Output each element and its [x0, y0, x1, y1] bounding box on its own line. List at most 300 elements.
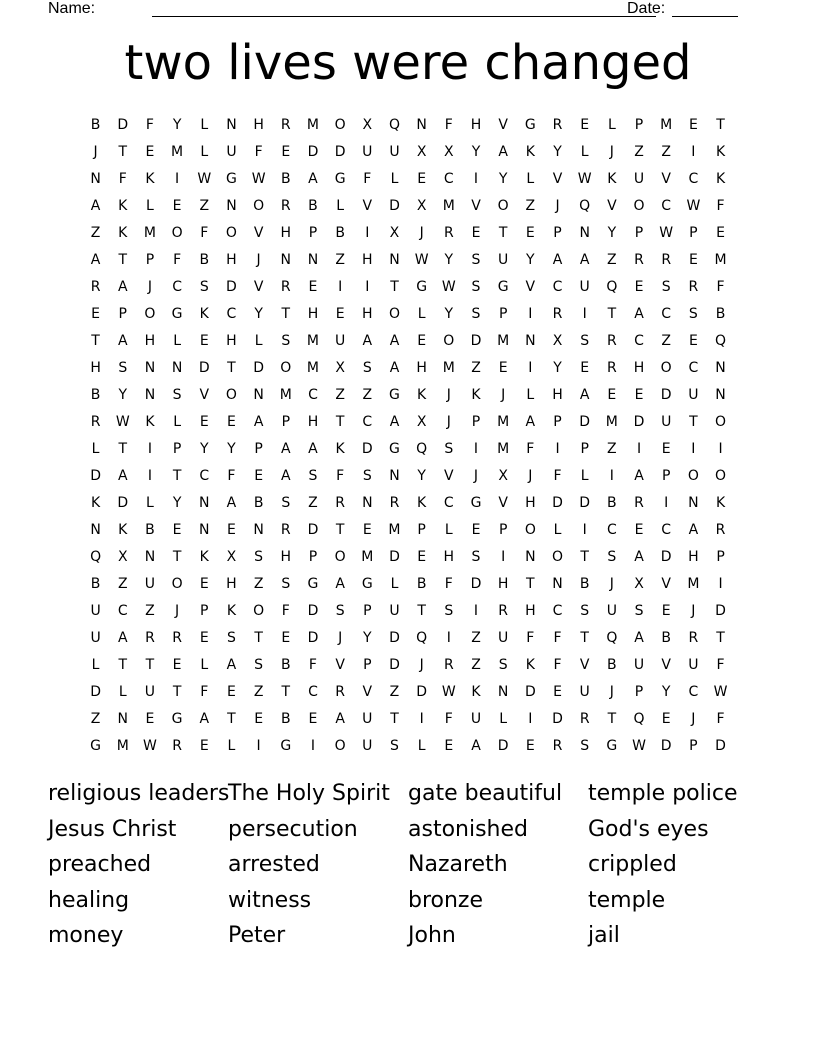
grid-letter[interactable]: C: [634, 333, 644, 349]
grid-letter[interactable]: S: [390, 738, 399, 754]
grid-letter[interactable]: E: [362, 522, 372, 538]
grid-letter[interactable]: D: [660, 738, 672, 754]
grid-letter[interactable]: Y: [227, 441, 236, 457]
grid-letter[interactable]: T: [254, 630, 263, 646]
grid-letter[interactable]: W: [251, 171, 266, 187]
grid-letter[interactable]: K: [199, 306, 209, 322]
grid-letter[interactable]: E: [172, 657, 182, 673]
grid-letter[interactable]: G: [171, 306, 183, 322]
grid-letter[interactable]: T: [716, 117, 725, 133]
grid-letter[interactable]: T: [91, 333, 100, 349]
grid-letter[interactable]: T: [172, 684, 182, 700]
grid-letter[interactable]: U: [226, 144, 237, 160]
grid-letter[interactable]: N: [199, 495, 210, 511]
grid-letter[interactable]: F: [173, 252, 182, 268]
grid-letter[interactable]: P: [200, 603, 209, 619]
grid-letter[interactable]: R: [335, 684, 345, 700]
grid-letter[interactable]: C: [688, 171, 699, 187]
grid-letter[interactable]: L: [336, 198, 345, 214]
grid-letter[interactable]: R: [606, 333, 617, 349]
date-field-line[interactable]: [672, 16, 738, 17]
grid-letter[interactable]: B: [145, 522, 155, 538]
grid-letter[interactable]: P: [634, 684, 644, 700]
grid-letter[interactable]: Y: [172, 117, 182, 133]
grid-letter[interactable]: E: [335, 306, 345, 322]
grid-letter[interactable]: L: [254, 333, 263, 349]
grid-letter[interactable]: Y: [118, 387, 128, 403]
grid-letter[interactable]: P: [363, 657, 372, 673]
grid-letter[interactable]: J: [555, 198, 560, 214]
grid-letter[interactable]: K: [525, 144, 535, 160]
grid-letter[interactable]: U: [144, 684, 156, 700]
grid-letter[interactable]: A: [498, 144, 508, 160]
grid-letter[interactable]: E: [661, 603, 671, 619]
grid-letter[interactable]: V: [362, 198, 373, 214]
grid-letter[interactable]: F: [118, 171, 127, 187]
grid-letter[interactable]: K: [525, 657, 535, 673]
grid-letter[interactable]: D: [660, 387, 672, 403]
grid-letter[interactable]: L: [227, 738, 236, 754]
grid-letter[interactable]: L: [91, 657, 100, 673]
grid-letter[interactable]: K: [715, 171, 726, 187]
grid-letter[interactable]: C: [661, 198, 672, 214]
grid-letter[interactable]: M: [171, 144, 184, 160]
grid-letter[interactable]: Y: [254, 306, 263, 322]
grid-letter[interactable]: O: [687, 468, 699, 484]
grid-letter[interactable]: P: [254, 441, 263, 457]
grid-letter[interactable]: M: [361, 549, 374, 565]
grid-letter[interactable]: A: [308, 441, 318, 457]
grid-letter[interactable]: A: [335, 711, 345, 727]
grid-letter[interactable]: M: [497, 414, 510, 430]
grid-letter[interactable]: G: [416, 279, 428, 295]
grid-letter[interactable]: C: [172, 279, 182, 295]
grid-letter[interactable]: B: [253, 495, 264, 511]
grid-letter[interactable]: B: [579, 576, 590, 592]
grid-letter[interactable]: X: [498, 468, 508, 484]
grid-letter[interactable]: E: [634, 387, 644, 403]
grid-letter[interactable]: P: [689, 738, 698, 754]
grid-letter[interactable]: V: [362, 684, 373, 700]
grid-letter[interactable]: A: [90, 198, 101, 214]
grid-letter[interactable]: X: [362, 117, 373, 133]
grid-letter[interactable]: J: [501, 387, 506, 403]
grid-letter[interactable]: P: [661, 468, 671, 484]
grid-letter[interactable]: Z: [607, 252, 617, 268]
grid-letter[interactable]: P: [281, 414, 291, 430]
grid-letter[interactable]: S: [580, 738, 590, 754]
grid-letter[interactable]: O: [715, 468, 727, 484]
grid-letter[interactable]: Z: [661, 333, 671, 349]
grid-letter[interactable]: N: [389, 468, 400, 484]
grid-letter[interactable]: D: [361, 441, 373, 457]
grid-letter[interactable]: H: [226, 333, 237, 349]
grid-letter[interactable]: N: [253, 522, 264, 538]
grid-letter[interactable]: R: [688, 630, 699, 646]
grid-letter[interactable]: N: [226, 198, 237, 214]
grid-letter[interactable]: D: [90, 684, 101, 700]
grid-letter[interactable]: E: [471, 225, 481, 241]
grid-letter[interactable]: A: [117, 468, 128, 484]
grid-letter[interactable]: Y: [444, 306, 454, 322]
grid-letter[interactable]: G: [334, 171, 346, 187]
grid-letter[interactable]: Y: [417, 468, 426, 484]
grid-letter[interactable]: Q: [606, 630, 618, 646]
grid-letter[interactable]: I: [718, 441, 723, 457]
grid-letter[interactable]: N: [90, 522, 101, 538]
grid-letter[interactable]: G: [307, 576, 319, 592]
grid-letter[interactable]: E: [417, 333, 427, 349]
grid-letter[interactable]: W: [115, 414, 130, 430]
grid-letter[interactable]: G: [524, 117, 536, 133]
grid-letter[interactable]: F: [716, 657, 725, 673]
grid-letter[interactable]: A: [471, 738, 481, 754]
grid-letter[interactable]: W: [143, 738, 157, 754]
grid-letter[interactable]: K: [471, 684, 481, 700]
grid-letter[interactable]: Z: [199, 198, 210, 214]
grid-letter[interactable]: P: [308, 549, 318, 565]
grid-letter[interactable]: E: [308, 279, 318, 295]
grid-letter[interactable]: D: [307, 522, 319, 538]
grid-letter[interactable]: S: [471, 549, 481, 565]
grid-letter[interactable]: E: [417, 549, 427, 565]
grid-letter[interactable]: P: [634, 117, 644, 133]
grid-letter[interactable]: M: [442, 198, 455, 214]
grid-letter[interactable]: E: [634, 522, 644, 538]
grid-letter[interactable]: X: [226, 549, 237, 565]
grid-letter[interactable]: R: [498, 603, 509, 619]
grid-letter[interactable]: H: [226, 576, 237, 592]
grid-letter[interactable]: G: [171, 711, 183, 727]
grid-letter[interactable]: Y: [553, 144, 562, 160]
grid-letter[interactable]: D: [715, 738, 726, 754]
grid-letter[interactable]: T: [281, 684, 291, 700]
grid-letter[interactable]: M: [388, 522, 401, 538]
grid-letter[interactable]: C: [443, 171, 454, 187]
grid-letter[interactable]: J: [691, 711, 696, 727]
grid-letter[interactable]: O: [388, 306, 400, 322]
grid-letter[interactable]: R: [280, 522, 291, 538]
grid-letter[interactable]: D: [253, 360, 264, 376]
grid-letter[interactable]: H: [280, 549, 292, 565]
grid-letter[interactable]: Q: [416, 441, 428, 457]
grid-letter[interactable]: S: [471, 279, 481, 295]
grid-letter[interactable]: Q: [90, 549, 102, 565]
grid-letter[interactable]: Y: [471, 144, 481, 160]
grid-letter[interactable]: L: [417, 738, 426, 754]
grid-letter[interactable]: F: [444, 576, 453, 592]
grid-letter[interactable]: T: [118, 144, 128, 160]
grid-letter[interactable]: A: [579, 387, 590, 403]
grid-letter[interactable]: Q: [416, 630, 428, 646]
grid-letter[interactable]: B: [280, 657, 291, 673]
grid-letter[interactable]: U: [688, 657, 699, 673]
grid-letter[interactable]: A: [634, 630, 644, 646]
grid-letter[interactable]: O: [171, 225, 183, 241]
grid-letter[interactable]: E: [580, 117, 590, 133]
grid-letter[interactable]: M: [605, 414, 618, 430]
grid-letter[interactable]: I: [691, 441, 696, 457]
grid-letter[interactable]: O: [280, 360, 292, 376]
grid-letter[interactable]: L: [526, 171, 535, 187]
grid-letter[interactable]: H: [443, 549, 455, 565]
grid-letter[interactable]: T: [281, 306, 291, 322]
grid-letter[interactable]: A: [226, 495, 237, 511]
grid-letter[interactable]: H: [280, 225, 292, 241]
grid-letter[interactable]: N: [497, 684, 509, 700]
grid-letter[interactable]: B: [90, 387, 101, 403]
grid-letter[interactable]: B: [416, 576, 427, 592]
grid-letter[interactable]: D: [307, 630, 319, 646]
grid-letter[interactable]: I: [338, 279, 343, 295]
grid-letter[interactable]: J: [419, 225, 424, 241]
grid-letter[interactable]: S: [498, 657, 508, 673]
grid-letter[interactable]: P: [145, 252, 155, 268]
grid-letter[interactable]: H: [362, 306, 373, 322]
grid-letter[interactable]: I: [419, 711, 424, 727]
grid-letter[interactable]: B: [280, 171, 291, 187]
grid-letter[interactable]: Z: [471, 657, 481, 673]
grid-letter[interactable]: N: [715, 387, 726, 403]
grid-letter[interactable]: D: [389, 549, 400, 565]
grid-letter[interactable]: R: [280, 279, 291, 295]
grid-letter[interactable]: C: [552, 279, 563, 295]
grid-letter[interactable]: H: [90, 360, 101, 376]
grid-letter[interactable]: V: [444, 468, 454, 484]
grid-letter[interactable]: O: [551, 549, 564, 565]
grid-letter[interactable]: B: [715, 306, 726, 322]
grid-letter[interactable]: Q: [715, 333, 727, 349]
grid-letter[interactable]: R: [688, 279, 699, 295]
grid-letter[interactable]: U: [389, 144, 400, 160]
grid-letter[interactable]: A: [281, 441, 291, 457]
grid-letter[interactable]: L: [444, 522, 453, 538]
grid-letter[interactable]: K: [90, 495, 101, 511]
grid-letter[interactable]: T: [689, 414, 698, 430]
grid-letter[interactable]: A: [579, 252, 590, 268]
grid-letter[interactable]: A: [634, 549, 644, 565]
grid-letter[interactable]: D: [117, 495, 129, 511]
grid-letter[interactable]: J: [338, 630, 343, 646]
grid-letter[interactable]: H: [307, 306, 319, 322]
grid-letter[interactable]: K: [118, 198, 128, 214]
grid-letter[interactable]: E: [444, 738, 454, 754]
grid-letter[interactable]: L: [580, 144, 589, 160]
grid-letter[interactable]: Z: [471, 630, 481, 646]
grid-letter[interactable]: G: [90, 738, 102, 754]
grid-letter[interactable]: S: [471, 306, 481, 322]
grid-letter[interactable]: V: [498, 117, 508, 133]
grid-letter[interactable]: J: [446, 387, 451, 403]
grid-letter[interactable]: B: [280, 711, 291, 727]
grid-letter[interactable]: M: [306, 333, 319, 349]
grid-letter[interactable]: N: [307, 252, 319, 268]
grid-letter[interactable]: D: [334, 144, 346, 160]
grid-letter[interactable]: T: [145, 657, 155, 673]
grid-letter[interactable]: D: [307, 603, 319, 619]
grid-letter[interactable]: A: [688, 522, 699, 538]
grid-letter[interactable]: L: [200, 117, 209, 133]
grid-letter[interactable]: A: [199, 711, 210, 727]
grid-letter[interactable]: U: [498, 630, 509, 646]
grid-letter[interactable]: M: [687, 576, 700, 592]
grid-letter[interactable]: P: [689, 225, 698, 241]
grid-letter[interactable]: I: [636, 441, 642, 457]
grid-letter[interactable]: Z: [253, 684, 264, 700]
grid-letter[interactable]: L: [200, 144, 209, 160]
grid-letter[interactable]: S: [688, 306, 698, 322]
grid-letter[interactable]: T: [607, 711, 617, 727]
grid-letter[interactable]: U: [661, 414, 672, 430]
grid-letter[interactable]: S: [580, 333, 590, 349]
grid-letter[interactable]: J: [175, 603, 180, 619]
grid-letter[interactable]: O: [334, 549, 346, 565]
grid-letter[interactable]: F: [281, 603, 290, 619]
grid-letter[interactable]: L: [390, 171, 399, 187]
grid-letter[interactable]: E: [199, 630, 209, 646]
grid-letter[interactable]: P: [553, 225, 562, 241]
grid-letter[interactable]: K: [335, 441, 345, 457]
grid-letter[interactable]: S: [281, 333, 291, 349]
grid-letter[interactable]: D: [470, 576, 482, 592]
grid-letter[interactable]: E: [145, 711, 155, 727]
grid-letter[interactable]: W: [713, 684, 728, 700]
grid-letter[interactable]: T: [118, 252, 128, 268]
grid-letter[interactable]: Z: [389, 684, 400, 700]
grid-letter[interactable]: K: [715, 495, 726, 511]
grid-letter[interactable]: I: [147, 468, 152, 484]
grid-letter[interactable]: T: [716, 630, 725, 646]
grid-letter[interactable]: K: [471, 387, 481, 403]
grid-letter[interactable]: O: [443, 333, 455, 349]
grid-letter[interactable]: Y: [607, 225, 617, 241]
grid-letter[interactable]: O: [253, 603, 265, 619]
grid-letter[interactable]: Y: [661, 684, 671, 700]
grid-letter[interactable]: E: [498, 360, 508, 376]
grid-letter[interactable]: X: [117, 549, 128, 565]
grid-letter[interactable]: U: [90, 630, 101, 646]
grid-letter[interactable]: L: [390, 576, 399, 592]
grid-letter[interactable]: E: [580, 360, 590, 376]
grid-letter[interactable]: E: [553, 684, 562, 700]
grid-letter[interactable]: F: [145, 117, 154, 133]
grid-letter[interactable]: A: [389, 360, 400, 376]
grid-letter[interactable]: D: [579, 414, 591, 430]
grid-letter[interactable]: C: [443, 495, 454, 511]
grid-letter[interactable]: N: [144, 387, 156, 403]
grid-letter[interactable]: A: [335, 576, 345, 592]
grid-letter[interactable]: D: [307, 144, 319, 160]
grid-letter[interactable]: R: [280, 198, 291, 214]
grid-letter[interactable]: E: [688, 252, 698, 268]
grid-letter[interactable]: A: [308, 171, 318, 187]
grid-letter[interactable]: A: [552, 252, 563, 268]
grid-letter[interactable]: U: [606, 603, 617, 619]
grid-letter[interactable]: P: [553, 414, 562, 430]
grid-letter[interactable]: R: [552, 738, 563, 754]
grid-letter[interactable]: Y: [199, 441, 209, 457]
grid-letter[interactable]: I: [691, 144, 696, 160]
grid-letter[interactable]: E: [525, 738, 535, 754]
grid-letter[interactable]: N: [688, 495, 699, 511]
grid-letter[interactable]: N: [525, 549, 536, 565]
grid-letter[interactable]: K: [145, 414, 155, 430]
grid-letter[interactable]: T: [335, 522, 345, 538]
grid-letter[interactable]: N: [525, 333, 536, 349]
grid-letter[interactable]: W: [577, 171, 592, 187]
grid-letter[interactable]: Z: [607, 441, 617, 457]
grid-letter[interactable]: U: [362, 738, 373, 754]
grid-letter[interactable]: Y: [553, 360, 562, 376]
grid-letter[interactable]: F: [553, 630, 562, 646]
grid-letter[interactable]: X: [389, 225, 400, 241]
grid-letter[interactable]: J: [419, 657, 424, 673]
grid-letter[interactable]: V: [253, 225, 264, 241]
grid-letter[interactable]: K: [417, 387, 427, 403]
grid-letter[interactable]: M: [306, 117, 319, 133]
grid-letter[interactable]: E: [227, 414, 236, 430]
grid-letter[interactable]: I: [365, 279, 370, 295]
grid-letter[interactable]: S: [362, 360, 372, 376]
grid-letter[interactable]: R: [280, 117, 291, 133]
grid-letter[interactable]: D: [198, 360, 210, 376]
grid-letter[interactable]: I: [528, 711, 533, 727]
grid-letter[interactable]: U: [688, 387, 699, 403]
grid-letter[interactable]: T: [227, 360, 236, 376]
grid-letter[interactable]: E: [281, 144, 291, 160]
grid-letter[interactable]: B: [199, 252, 210, 268]
grid-letter[interactable]: O: [171, 576, 183, 592]
grid-letter[interactable]: Z: [90, 711, 101, 727]
grid-letter[interactable]: T: [335, 414, 345, 430]
grid-letter[interactable]: D: [633, 414, 645, 430]
grid-letter[interactable]: N: [171, 360, 183, 376]
grid-letter[interactable]: D: [117, 117, 129, 133]
grid-letter[interactable]: P: [580, 441, 589, 457]
name-field-line[interactable]: [152, 16, 656, 17]
grid-letter[interactable]: S: [444, 441, 454, 457]
grid-letter[interactable]: Q: [388, 117, 400, 133]
grid-letter[interactable]: Z: [661, 144, 671, 160]
grid-letter[interactable]: H: [633, 360, 645, 376]
grid-letter[interactable]: E: [227, 684, 236, 700]
grid-letter[interactable]: P: [498, 306, 508, 322]
grid-letter[interactable]: G: [389, 387, 400, 403]
grid-letter[interactable]: I: [473, 171, 479, 187]
grid-letter[interactable]: G: [470, 495, 482, 511]
grid-letter[interactable]: D: [226, 279, 237, 295]
grid-letter[interactable]: Z: [335, 252, 345, 268]
grid-letter[interactable]: F: [716, 279, 725, 295]
grid-letter[interactable]: A: [117, 333, 128, 349]
grid-letter[interactable]: A: [226, 657, 237, 673]
grid-letter[interactable]: R: [90, 279, 101, 295]
grid-letter[interactable]: R: [606, 360, 617, 376]
grid-letter[interactable]: O: [334, 117, 346, 133]
grid-letter[interactable]: G: [606, 738, 618, 754]
grid-letter[interactable]: A: [90, 252, 101, 268]
grid-letter[interactable]: V: [525, 279, 536, 295]
grid-letter[interactable]: P: [716, 549, 725, 565]
grid-letter[interactable]: V: [607, 198, 617, 214]
grid-letter[interactable]: P: [172, 441, 182, 457]
grid-letter[interactable]: S: [580, 603, 590, 619]
grid-letter[interactable]: K: [118, 522, 128, 538]
grid-letter[interactable]: R: [661, 252, 672, 268]
grid-letter[interactable]: A: [117, 279, 128, 295]
grid-letter[interactable]: F: [308, 657, 317, 673]
grid-letter[interactable]: G: [226, 171, 237, 187]
